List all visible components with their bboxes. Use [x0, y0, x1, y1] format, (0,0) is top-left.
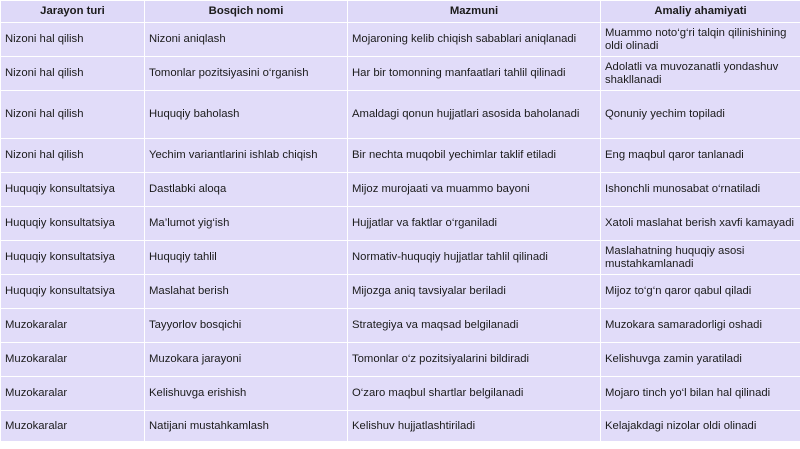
table-row	[1, 57, 800, 91]
cell-content: Mojaroning kelib chiqish sabablari aniqlanadi	[348, 23, 601, 57]
cell-practical-significance: Ishonchli munosabat o‘rnatiladi	[601, 173, 800, 207]
cell-stage-name: Huquqiy baholash	[145, 91, 348, 139]
cell-content: Mijoz murojaati va muammo bayoni	[348, 173, 601, 207]
table-row	[1, 173, 800, 207]
cell-process-type: Nizoni hal qilish	[1, 57, 145, 91]
cell-practical-significance: Muammo noto‘g‘ri talqin qilinishining oldi olinadi	[601, 23, 800, 57]
table-row	[1, 411, 800, 442]
table-row	[1, 309, 800, 343]
table-row	[1, 377, 800, 411]
table-row	[1, 139, 800, 173]
cell-practical-significance: Kelishuvga zamin yaratiladi	[601, 343, 800, 377]
header-process-type: Jarayon turi	[1, 1, 145, 23]
cell-stage-name: Dastlabki aloqa	[145, 173, 348, 207]
cell-process-type: Nizoni hal qilish	[1, 91, 145, 139]
cell-content: Tomonlar o‘z pozitsiyalarini bildiradi	[348, 343, 601, 377]
cell-practical-significance: Muzokara samaradorligi oshadi	[601, 309, 800, 343]
cell-process-type: Muzokaralar	[1, 377, 145, 411]
cell-content: Mijozga aniq tavsiyalar beriladi	[348, 275, 601, 309]
cell-stage-name: Huquqiy tahlil	[145, 241, 348, 275]
cell-stage-name: Ma’lumot yig‘ish	[145, 207, 348, 241]
cell-stage-name: Kelishuvga erishish	[145, 377, 348, 411]
header-stage-name: Bosqich nomi	[145, 1, 348, 23]
cell-process-type: Huquqiy konsultatsiya	[1, 241, 145, 275]
table-row	[1, 207, 800, 241]
cell-stage-name: Nizoni aniqlash	[145, 23, 348, 57]
cell-practical-significance: Adolatli va muvozanatli yondashuv shakllanadi	[601, 57, 800, 91]
cell-content: Normativ-huquqiy hujjatlar tahlil qilinadi	[348, 241, 601, 275]
cell-content: Strategiya va maqsad belgilanadi	[348, 309, 601, 343]
cell-process-type: Muzokaralar	[1, 411, 145, 442]
cell-practical-significance: Maslahatning huquqiy asosi mustahkamlanadi	[601, 241, 800, 275]
table-row	[1, 23, 800, 57]
cell-practical-significance: Xatoli maslahat berish xavfi kamayadi	[601, 207, 800, 241]
cell-content: Har bir tomonning manfaatlari tahlil qilinadi	[348, 57, 601, 91]
cell-practical-significance: Mojaro tinch yo‘l bilan hal qilinadi	[601, 377, 800, 411]
cell-practical-significance: Eng maqbul qaror tanlanadi	[601, 139, 800, 173]
cell-stage-name: Tayyorlov bosqichi	[145, 309, 348, 343]
cell-content: Hujjatlar va faktlar o‘rganiladi	[348, 207, 601, 241]
cell-process-type: Huquqiy konsultatsiya	[1, 275, 145, 309]
cell-process-type: Nizoni hal qilish	[1, 23, 145, 57]
header-practical-significance: Amaliy ahamiyati	[601, 1, 800, 23]
cell-practical-significance: Qonuniy yechim topiladi	[601, 91, 800, 139]
cell-content: Amaldagi qonun hujjatlari asosida baholanadi	[348, 91, 601, 139]
cell-stage-name: Maslahat berish	[145, 275, 348, 309]
table-row	[1, 241, 800, 275]
cell-stage-name: Tomonlar pozitsiyasini o‘rganish	[145, 57, 348, 91]
cell-process-type: Huquqiy konsultatsiya	[1, 207, 145, 241]
cell-process-type: Muzokaralar	[1, 309, 145, 343]
cell-stage-name: Natijani mustahkamlash	[145, 411, 348, 442]
cell-content: Kelishuv hujjatlashtiriladi	[348, 411, 601, 442]
table-row	[1, 275, 800, 309]
cell-process-type: Huquqiy konsultatsiya	[1, 173, 145, 207]
cell-stage-name: Muzokara jarayoni	[145, 343, 348, 377]
cell-stage-name: Yechim variantlarini ishlab chiqish	[145, 139, 348, 173]
cell-practical-significance: Mijoz to‘g‘n qaror qabul qiladi	[601, 275, 800, 309]
table-row	[1, 91, 800, 139]
header-content: Mazmuni	[348, 1, 601, 23]
table-header-row	[1, 1, 800, 23]
cell-process-type: Nizoni hal qilish	[1, 139, 145, 173]
cell-content: Bir nechta muqobil yechimlar taklif etiladi	[348, 139, 601, 173]
cell-practical-significance: Kelajakdagi nizolar oldi olinadi	[601, 411, 800, 442]
table-row	[1, 343, 800, 377]
cell-content: O‘zaro maqbul shartlar belgilanadi	[348, 377, 601, 411]
cell-process-type: Muzokaralar	[1, 343, 145, 377]
